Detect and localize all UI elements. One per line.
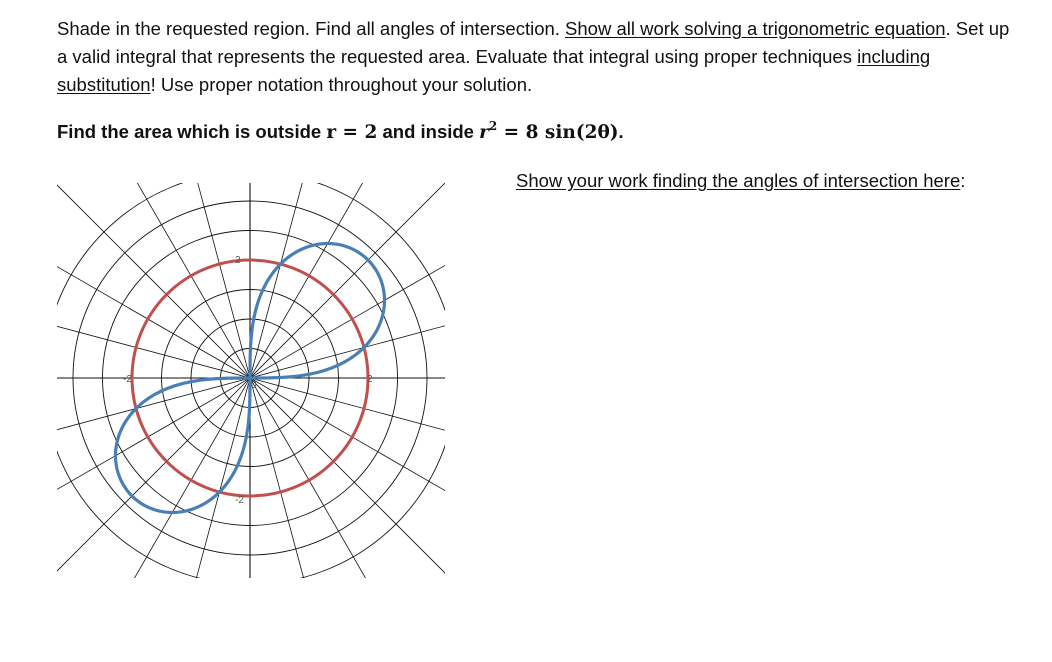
question-prompt bbox=[57, 121, 624, 143]
work-prompt-text: Show your work finding the angles of intersection here bbox=[516, 170, 961, 191]
instructions-emphasis-1: Show all work solving a trigonometric equation bbox=[565, 18, 946, 39]
question-middle: and inside bbox=[377, 121, 480, 142]
tick-label-pos-y: 2 bbox=[235, 255, 241, 266]
lemniscate-exponent: 2 bbox=[488, 119, 498, 133]
tick-label-neg-x: -2 bbox=[123, 374, 132, 385]
question-prefix: Find the area which is outside bbox=[57, 121, 327, 142]
question-suffix: . bbox=[618, 121, 624, 142]
instructions-text-1: Shade in the requested region. Find all angles of intersection. bbox=[57, 18, 566, 39]
instructions-paragraph bbox=[57, 15, 1017, 99]
work-prompt bbox=[516, 170, 965, 192]
instructions-text-3: ! Use proper notation throughout your solution. bbox=[150, 74, 533, 95]
lemniscate-rhs: = 8 sin(2θ) bbox=[497, 122, 619, 143]
circle-equation: r = 2 bbox=[326, 122, 378, 143]
lemniscate-equation bbox=[479, 119, 619, 143]
polar-graph-svg bbox=[57, 183, 445, 578]
tick-label-pos-x: 2 bbox=[367, 374, 373, 385]
instructions-text-2: . Set up a valid integral that represents the requested area. Evaluate that integral using proper techniques bbox=[57, 18, 1010, 67]
polar-graph bbox=[57, 183, 445, 578]
tick-label-neg-y: -2 bbox=[235, 495, 244, 506]
lemniscate-lhs: r bbox=[479, 122, 489, 143]
work-prompt-colon: : bbox=[960, 170, 966, 191]
tick-label-origin: 0 bbox=[251, 380, 257, 391]
instructions-emphasis-2: including substitution bbox=[57, 46, 931, 95]
